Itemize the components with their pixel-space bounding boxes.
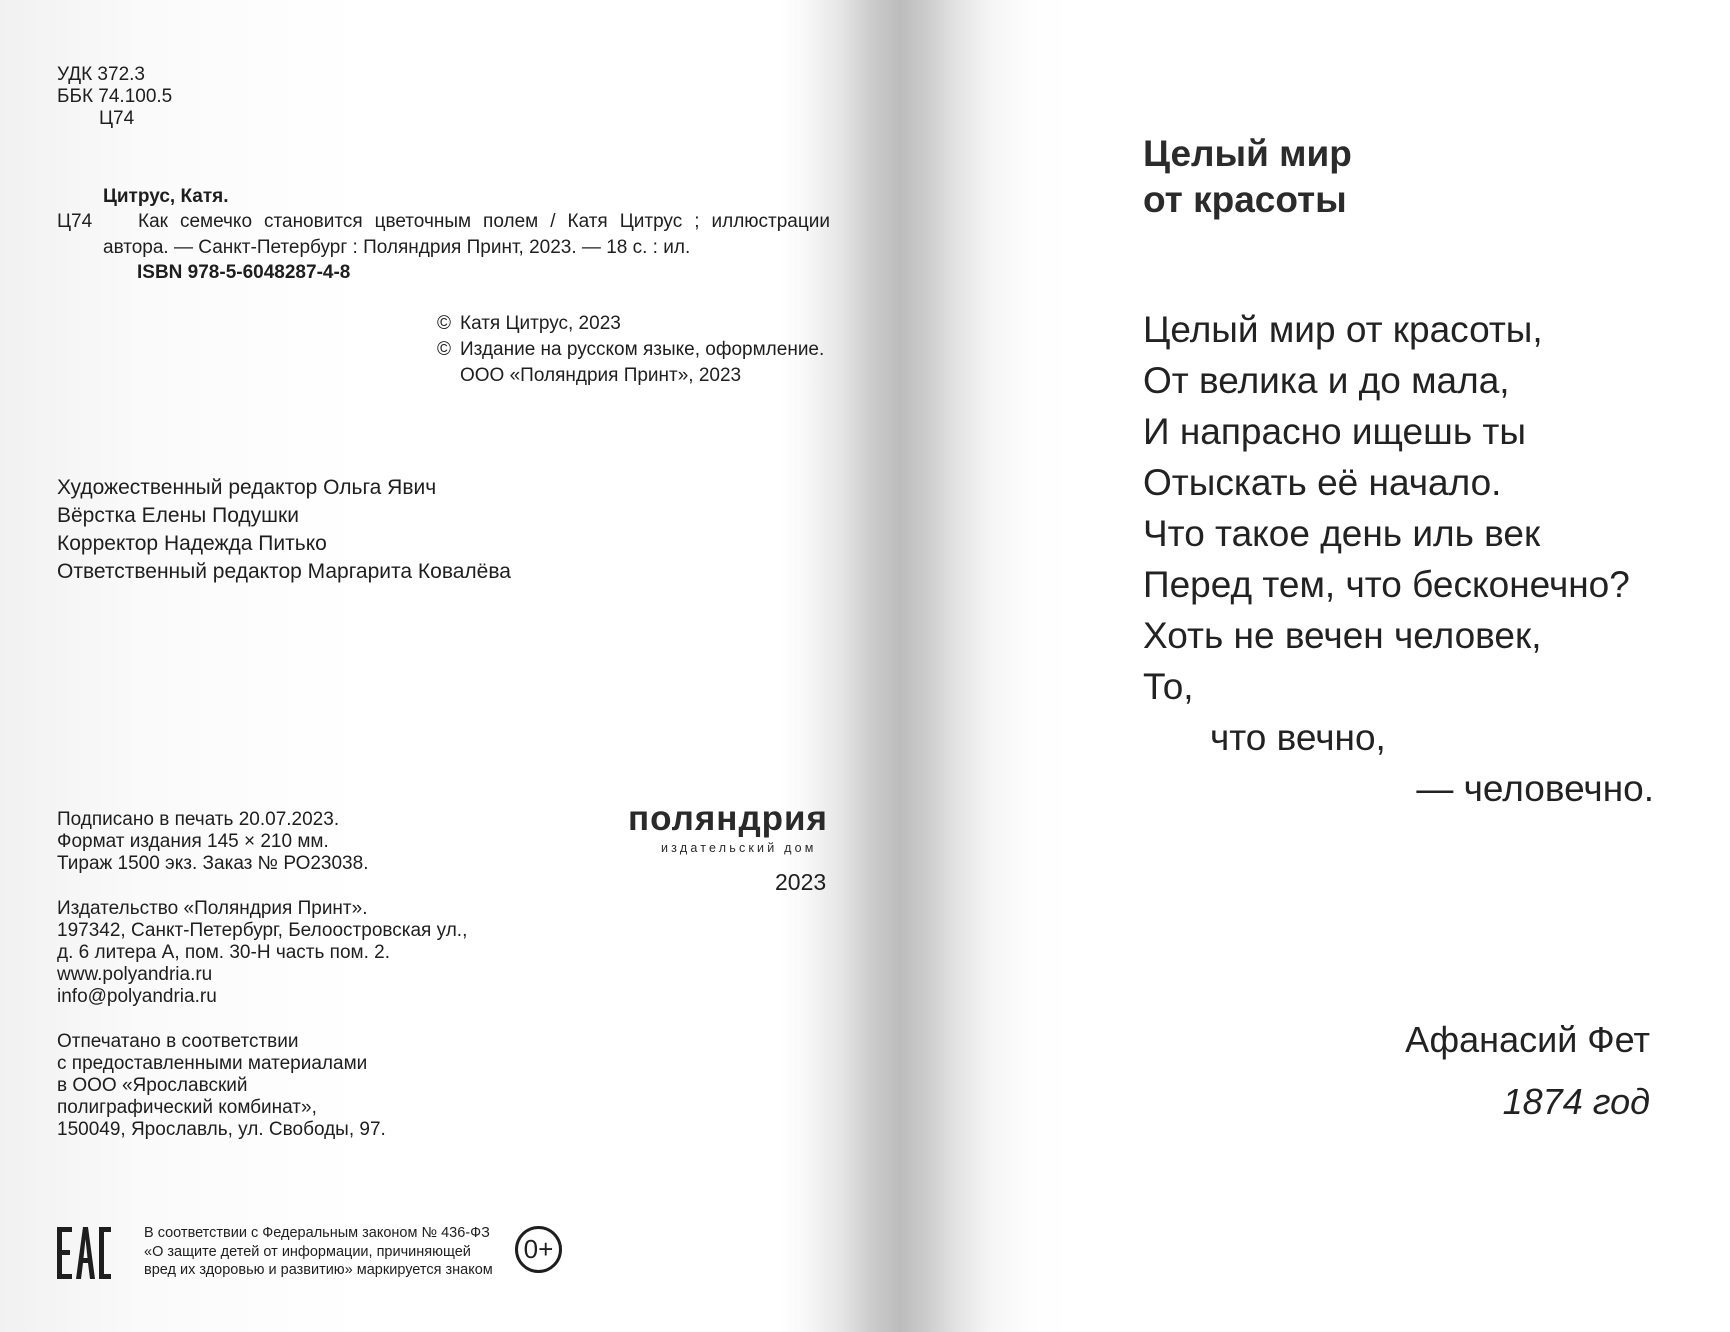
poem-author: Афанасий Фет (1405, 1019, 1650, 1060)
print-info (57, 809, 368, 875)
description-line: автора. — Санкт-Петербург : Поляндрия Принт, 2023. — 18 с. : ил. (103, 237, 691, 258)
printer-line: полиграфический комбинат», (57, 1097, 317, 1118)
poem-line: От велика и до мала, (1143, 360, 1510, 401)
copyright-line: ООО «Поляндрия Принт», 2023 (460, 365, 742, 386)
printer-line: с предоставленными материалами (57, 1053, 368, 1074)
publisher-line: д. 6 литера А, пом. 30-Н часть пом. 2. (57, 942, 390, 963)
staff-line: Корректор Надежда Питько (57, 532, 327, 555)
author-sign: Ц74 (99, 108, 135, 129)
poem-line: Перед тем, что бесконечно? (1143, 564, 1630, 605)
age-rating-badge: 0+ (515, 1226, 562, 1273)
publisher-email: info@polyandria.ru (57, 986, 217, 1007)
copyright-block (437, 311, 824, 389)
author-code: Ц74 (57, 211, 93, 232)
copyright-line: Издание на русском языке, оформление. (460, 339, 825, 360)
staff-line: Ответственный редактор Маргарита Ковалёва (57, 560, 511, 583)
law-line: В соответствии с Федеральным законом № 436-ФЗ (144, 1225, 490, 1241)
classification-block (57, 64, 172, 130)
bbk-code: ББК 74.100.5 (57, 86, 173, 107)
isbn: ISBN 978-5-6048287-4-8 (137, 262, 351, 283)
print-line: Тираж 1500 экз. Заказ № РО23038. (57, 853, 369, 874)
poem-line: Целый мир от красоты, (1143, 309, 1543, 350)
copyright-icon: © (437, 339, 451, 360)
poem-line: — человечно. (1416, 768, 1654, 809)
bibliographic-description (103, 209, 830, 261)
staff-line: Вёрстка Елены Подушки (57, 504, 299, 527)
poem-line: что вечно, (1210, 717, 1386, 758)
publisher-logo-subtitle: издательский дом (661, 841, 817, 855)
staff-line: Художественный редактор Ольга Явич (57, 476, 437, 499)
description-line: Как семечко становится цветочным полем / Катя Цитрус ; иллюстрации (138, 211, 830, 232)
copyright-line: Катя Цитрус, 2023 (460, 313, 621, 334)
poem-title-line: Целый мир (1143, 133, 1352, 174)
poem-line: Хоть не вечен человек, (1143, 615, 1542, 656)
publisher-line: Издательство «Поляндрия Принт». (57, 898, 368, 919)
print-line: Подписано в печать 20.07.2023. (57, 809, 340, 830)
udk-code: УДК 372.3 (57, 64, 145, 85)
poem-text (1143, 304, 1654, 814)
copyright-icon: © (437, 313, 451, 334)
printer-line: 150049, Ярославль, ул. Свободы, 97. (57, 1119, 386, 1140)
print-line: Формат издания 145 × 210 мм. (57, 831, 329, 852)
poem-line: Что такое день иль век (1143, 513, 1541, 554)
printer-line: в ООО «Ярославский (57, 1075, 248, 1096)
publisher-website: www.polyandria.ru (57, 964, 213, 985)
child-protection-notice (144, 1224, 493, 1280)
printer-info (57, 1031, 386, 1141)
poem-line: Отыскать её начало. (1143, 462, 1502, 503)
publication-year: 2023 (775, 869, 827, 895)
poem-line: То, (1143, 666, 1194, 707)
publisher-logo: поляндрия (628, 799, 828, 838)
poem-title-line: от красоты (1143, 179, 1347, 220)
publisher-line: 197342, Санкт-Петербург, Белоостровская ул., (57, 920, 468, 941)
staff-credits (57, 474, 511, 586)
eac-icon (57, 1227, 111, 1279)
law-line: «О защите детей от информации, причиняющей (144, 1243, 471, 1260)
law-line: вред их здоровью и развитию» маркируется знаком (144, 1262, 493, 1278)
author-heading: Цитрус, Катя. (103, 186, 229, 207)
poem-title (1143, 131, 1352, 223)
printer-line: Отпечатано в соответствии (57, 1031, 299, 1052)
poem-line: И напрасно ищешь ты (1143, 411, 1526, 452)
publisher-info (57, 898, 467, 1008)
poem-date: 1874 год (1502, 1081, 1650, 1122)
